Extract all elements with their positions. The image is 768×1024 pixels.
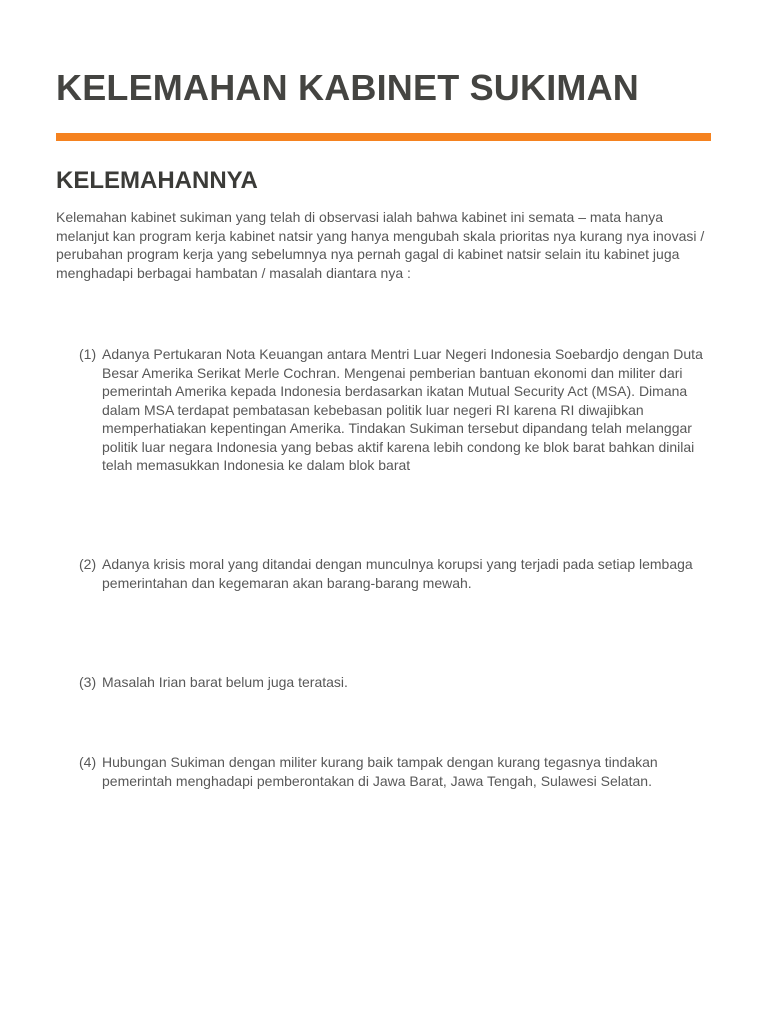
list-item-number: (4) <box>79 754 97 770</box>
list-item-number: (2) <box>79 556 97 572</box>
document-title: KELEMAHAN KABINET SUKIMAN <box>56 67 639 108</box>
intro-paragraph: Kelemahan kabinet sukiman yang telah di observasi ialah bahwa kabinet ini semata – mata hanya melanjut kan program kerja kabinet natsir yang hanya mengubah skala prioritas nya kurang nya inovasi / perubahan program kerja yang sebelumnya nya pernah gagal di kabinet natsir selain itu kabinet juga menghadapi berbagai hambatan / masalah diantara nya : <box>56 209 705 281</box>
list-item <box>79 345 709 475</box>
title-underline-divider <box>56 133 711 141</box>
list-item <box>79 753 709 790</box>
list-item-text: Adanya Pertukaran Nota Keuangan antara Mentri Luar Negeri Indonesia Soebardjo dengan Duta Besar Amerika Serikat Merle Cochran. Mengenai pemberian bantuan ekonomi dan militer dari pemerintah Amerika kepada Indonesia berdasarkan ikatan Mutual Security Act (MSA). Dimana dalam MSA terdapat pembatasan kebebasan politik luar negeri RI karena RI diwajibkan memperhatiakan kepentingan Amerika. Tindakan Sukiman tersebut dipandang telah melanggar politik luar negara Indonesia yang bebas aktif karena lebih condong ke blok barat bahkan dinilai telah memasukkan Indonesia ke dalam blok barat <box>102 346 703 473</box>
list-item-number: (1) <box>79 346 97 362</box>
list-item <box>79 555 709 592</box>
list-item-text: Adanya krisis moral yang ditandai dengan munculnya korupsi yang terjadi pada setiap lembaga pemerintahan dan kegemaran akan barang-barang mewah. <box>102 556 693 591</box>
list-item-text: Masalah Irian barat belum juga teratasi. <box>102 674 348 690</box>
list-item-number: (3) <box>79 674 97 690</box>
list-item <box>79 673 709 692</box>
section-heading: KELEMAHANNYA <box>56 167 258 194</box>
list-item-text: Hubungan Sukiman dengan militer kurang baik tampak dengan kurang tegasnya tindakan pemerintah menghadapi pemberontakan di Jawa Barat, Jawa Tengah, Sulawesi Selatan. <box>102 754 658 789</box>
